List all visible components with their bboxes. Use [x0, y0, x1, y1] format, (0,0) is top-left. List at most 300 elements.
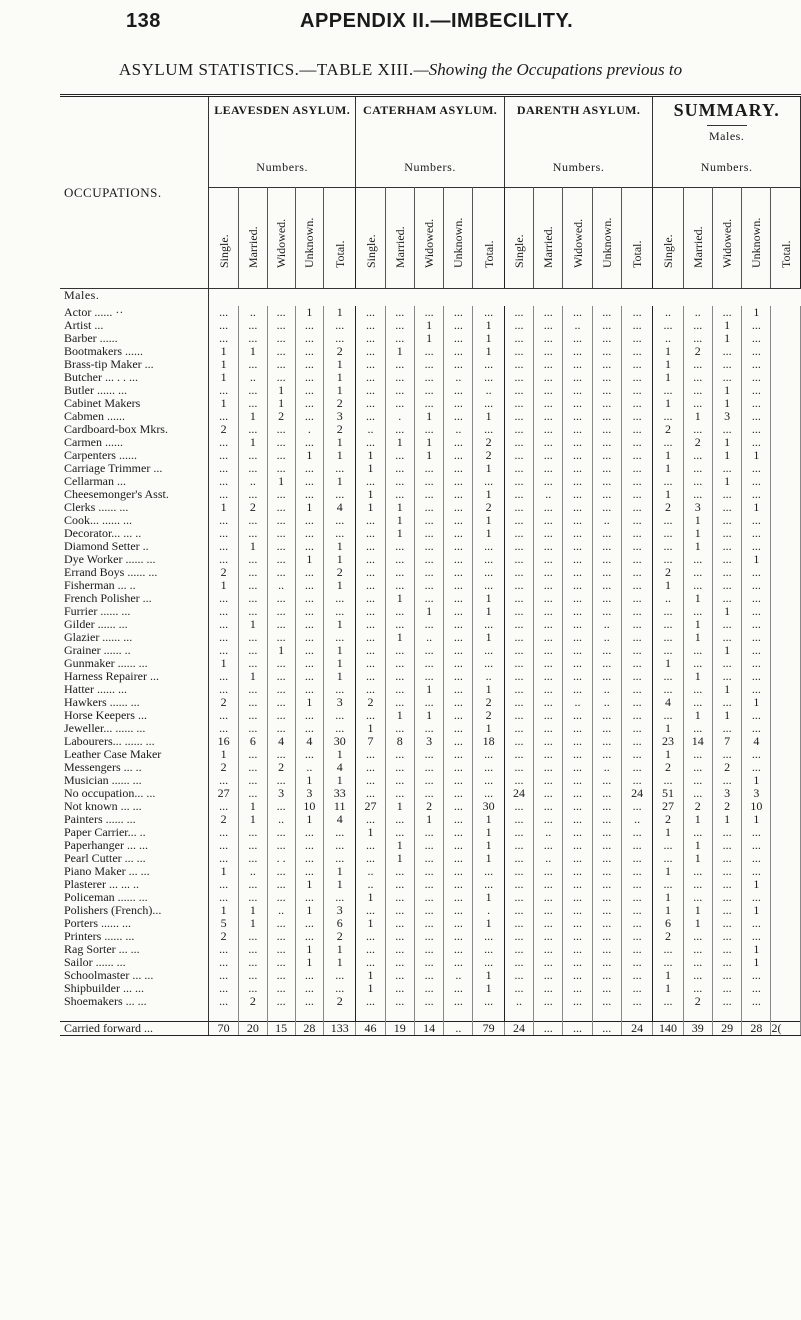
table-cell: ... [563, 306, 592, 319]
table-cell: ... [563, 618, 592, 631]
table-cell: 3 [295, 787, 323, 800]
table-cell: 5 [208, 917, 238, 930]
table-cell: 16 [208, 735, 238, 748]
section-label-males: Males. [60, 289, 208, 307]
table-cell: 14 [683, 735, 712, 748]
table-cell: 2 [208, 930, 238, 943]
table-cell: ... [504, 709, 533, 722]
table-cell: ... [356, 774, 385, 787]
table-cell: ... [712, 514, 741, 527]
table-cell: ... [208, 826, 238, 839]
table-cell: 1 [742, 813, 771, 826]
table-cell: ... [295, 540, 323, 553]
table-cell: 1 [208, 501, 238, 514]
column-header-summary-married [683, 188, 712, 289]
table-cell: ... [444, 592, 473, 605]
table-cell: ... [683, 826, 712, 839]
occupation-name: Shoemakers ... ... [60, 995, 208, 1008]
table-row [60, 514, 801, 527]
table-cell: ... [267, 371, 295, 384]
table-row [60, 475, 801, 488]
carried-forward-cell: 20 [239, 1022, 267, 1036]
occupation-name: Diamond Setter .. [60, 540, 208, 553]
table-cell: ... [267, 956, 295, 969]
table-cell: ... [534, 462, 563, 475]
table-cell [771, 813, 801, 826]
table-cell: ... [295, 397, 323, 410]
table-cell: ... [267, 319, 295, 332]
table-cell: ... [324, 527, 356, 540]
table-cell: ... [592, 826, 621, 839]
table-cell: ... [534, 527, 563, 540]
table-cell: ... [444, 566, 473, 579]
table-cell: 1 [295, 501, 323, 514]
table-cell: .. [267, 904, 295, 917]
table-cell: ... [356, 995, 385, 1008]
table-cell: ... [414, 488, 443, 501]
table-cell: ... [712, 852, 741, 865]
table-cell: ... [239, 683, 267, 696]
occupation-name: Carpenters ...... [60, 449, 208, 462]
table-cell: ... [742, 982, 771, 995]
column-header-caterham-single [356, 188, 385, 289]
table-cell: ... [356, 475, 385, 488]
table-cell: ... [712, 930, 741, 943]
table-cell: ... [267, 995, 295, 1008]
table-cell: ... [534, 709, 563, 722]
table-cell: 1 [473, 826, 504, 839]
table-cell: ... [563, 982, 592, 995]
table-cell: ... [504, 657, 533, 670]
table-cell: ... [295, 332, 323, 345]
table-cell: ... [534, 319, 563, 332]
table-cell: ... [208, 878, 238, 891]
table-cell: ... [653, 995, 683, 1008]
table-cell: 1 [653, 371, 683, 384]
table-cell: .. [592, 514, 621, 527]
table-cell: ... [504, 540, 533, 553]
table-cell: ... [653, 618, 683, 631]
table-cell: ... [356, 436, 385, 449]
table-cell: ... [385, 826, 414, 839]
table-cell [771, 384, 801, 397]
table-cell: ... [534, 436, 563, 449]
table-cell: ... [444, 865, 473, 878]
table-cell: ... [683, 943, 712, 956]
table-cell: ... [534, 800, 563, 813]
table-cell: ... [712, 488, 741, 501]
table-cell: ... [239, 358, 267, 371]
table-cell: ... [444, 618, 473, 631]
table-cell [771, 319, 801, 332]
table-cell: 1 [653, 657, 683, 670]
table-cell: ... [621, 332, 652, 345]
table-cell: 1 [473, 852, 504, 865]
table-cell: ... [385, 956, 414, 969]
table-cell: ... [414, 917, 443, 930]
table-cell: ... [385, 449, 414, 462]
table-cell: ... [592, 306, 621, 319]
table-cell: ... [444, 553, 473, 566]
table-cell: ... [712, 371, 741, 384]
table-cell: ... [239, 644, 267, 657]
table-cell: ... [295, 657, 323, 670]
table-cell: .. [653, 332, 683, 345]
table-cell [771, 631, 801, 644]
table-cell: ... [414, 995, 443, 1008]
table-row [60, 800, 801, 813]
table-cell: ... [385, 787, 414, 800]
table-cell: .. [356, 865, 385, 878]
table-cell: 1 [683, 592, 712, 605]
occupation-name: Leather Case Maker [60, 748, 208, 761]
table-cell: ... [504, 605, 533, 618]
table-cell: 1 [295, 774, 323, 787]
table-cell: ... [592, 605, 621, 618]
table-cell: ... [208, 488, 238, 501]
table-cell: ... [742, 644, 771, 657]
table-cell: ... [444, 735, 473, 748]
table-cell: ... [356, 904, 385, 917]
table-cell: ... [239, 826, 267, 839]
table-cell: 1 [324, 865, 356, 878]
table-cell: ... [592, 813, 621, 826]
table-cell: ... [295, 982, 323, 995]
table-cell: ... [444, 358, 473, 371]
numbers-header-leavesden: Numbers. [208, 147, 355, 188]
table-cell: ... [444, 306, 473, 319]
caption-subtitle: —Showing the Occupations previous to [413, 60, 683, 79]
table-cell [771, 800, 801, 813]
table-cell: 4 [742, 735, 771, 748]
table-cell: ... [592, 579, 621, 592]
table-cell: ... [208, 319, 238, 332]
table-cell: ... [712, 657, 741, 670]
table-cell: ... [324, 462, 356, 475]
table-cell: ... [712, 358, 741, 371]
table-cell [771, 709, 801, 722]
table-cell: 23 [653, 735, 683, 748]
table-cell: ... [592, 995, 621, 1008]
table-cell: ... [414, 397, 443, 410]
table-cell: ... [534, 371, 563, 384]
table-cell: ... [534, 787, 563, 800]
table-cell: 1 [324, 540, 356, 553]
table-cell: ... [712, 306, 741, 319]
table-cell: ... [742, 657, 771, 670]
table-cell: ... [385, 657, 414, 670]
table-cell: ... [653, 878, 683, 891]
table-cell: 1 [742, 774, 771, 787]
table-cell: 1 [473, 813, 504, 826]
table-cell: ... [504, 852, 533, 865]
table-cell: ... [504, 982, 533, 995]
table-cell: ... [239, 319, 267, 332]
table-cell: ... [267, 527, 295, 540]
column-header-label: Unknown. [451, 217, 466, 268]
table-cell: 2 [324, 423, 356, 436]
table-cell: 1 [356, 982, 385, 995]
table-cell: ... [563, 527, 592, 540]
table-cell: 1 [712, 813, 741, 826]
table-cell: 1 [295, 956, 323, 969]
occupation-name: Paper Carrier... .. [60, 826, 208, 839]
table-cell: ... [742, 852, 771, 865]
carried-forward-cell: 28 [295, 1022, 323, 1036]
table-cell: ... [444, 800, 473, 813]
table-cell: ... [592, 319, 621, 332]
table-cell: ... [473, 657, 504, 670]
table-cell: 1 [356, 488, 385, 501]
table-cell: ... [267, 462, 295, 475]
table-cell: 2 [712, 761, 741, 774]
table-cell: ... [592, 527, 621, 540]
table-cell: ... [295, 930, 323, 943]
occupation-name: Labourers... ...... ... [60, 735, 208, 748]
table-cell: ... [356, 813, 385, 826]
table-cell: 1 [712, 319, 741, 332]
table-cell: ... [653, 709, 683, 722]
table-cell: 1 [324, 553, 356, 566]
table-cell: 1 [385, 839, 414, 852]
table-cell: ... [712, 865, 741, 878]
occupation-name: Horse Keepers ... [60, 709, 208, 722]
table-cell: ... [621, 410, 652, 423]
table-cell: ... [295, 384, 323, 397]
table-cell: ... [295, 722, 323, 735]
table-cell: ... [385, 618, 414, 631]
table-cell: ... [683, 722, 712, 735]
table-cell: ... [683, 891, 712, 904]
table-cell: 2 [356, 696, 385, 709]
table-cell: 1 [385, 800, 414, 813]
table-cell: 2 [324, 930, 356, 943]
table-cell: ... [239, 527, 267, 540]
table-row [60, 579, 801, 592]
table-cell: ... [621, 891, 652, 904]
table-cell: ... [473, 995, 504, 1008]
table-cell: ... [356, 553, 385, 566]
table-cell [771, 865, 801, 878]
column-header-leavesden-married [239, 188, 267, 289]
table-cell: 1 [742, 943, 771, 956]
table-cell: ... [267, 618, 295, 631]
table-cell: 8 [385, 735, 414, 748]
table-cell: ... [239, 605, 267, 618]
table-cell: ... [534, 358, 563, 371]
table-cell: ... [356, 319, 385, 332]
column-header-label: Single. [511, 234, 526, 268]
table-cell: ... [592, 644, 621, 657]
column-header-caterham-widowed [414, 188, 443, 289]
table-cell: ... [592, 670, 621, 683]
occupation-name: Artist ... [60, 319, 208, 332]
table-cell: 3 [414, 735, 443, 748]
table-cell: 1 [267, 397, 295, 410]
table-cell: ... [473, 787, 504, 800]
table-cell: ... [295, 865, 323, 878]
table-cell: ... [621, 956, 652, 969]
table-cell: 2 [239, 995, 267, 1008]
carried-forward-cell: 24 [621, 1022, 652, 1036]
occupation-name: Cabinet Makers [60, 397, 208, 410]
table-cell: ... [267, 540, 295, 553]
table-cell: 1 [712, 332, 741, 345]
table-cell: ... [414, 865, 443, 878]
table-cell: ... [683, 423, 712, 436]
table-cell [771, 397, 801, 410]
table-cell: 6 [653, 917, 683, 930]
table-cell: ... [267, 826, 295, 839]
table-cell: ... [295, 592, 323, 605]
table-cell: ... [683, 475, 712, 488]
table-cell: 1 [473, 891, 504, 904]
table-cell: ... [592, 800, 621, 813]
table-cell: ... [592, 917, 621, 930]
table-cell: ... [239, 722, 267, 735]
table-cell: ... [239, 748, 267, 761]
table-cell: ... [534, 904, 563, 917]
table-cell [771, 930, 801, 943]
table-cell: ... [444, 449, 473, 462]
table-cell: 1 [653, 397, 683, 410]
table-row [60, 449, 801, 462]
carried-forward-cell: ... [563, 1022, 592, 1036]
table-cell: ... [267, 449, 295, 462]
column-header-darenth-unknown [592, 188, 621, 289]
table-cell: ... [592, 956, 621, 969]
table-cell: ... [621, 917, 652, 930]
table-cell: 1 [239, 345, 267, 358]
table-row [60, 436, 801, 449]
table-cell: ... [621, 475, 652, 488]
table-cell: ... [473, 774, 504, 787]
table-cell: .. [534, 826, 563, 839]
table-cell: ... [683, 787, 712, 800]
institution-header-caterham: CATERHAM ASYLUM. [356, 96, 504, 148]
table-cell: 1 [473, 839, 504, 852]
table-cell: ... [208, 774, 238, 787]
table-cell: ... [534, 501, 563, 514]
table-cell: ... [563, 995, 592, 1008]
table-cell: ... [563, 891, 592, 904]
table-cell: ... [712, 943, 741, 956]
table-cell: 1 [295, 306, 323, 319]
table-cell: ... [712, 618, 741, 631]
numbers-header-caterham: Numbers. [356, 147, 504, 188]
table-cell: ... [444, 657, 473, 670]
table-cell: ... [683, 488, 712, 501]
column-header-label: Married. [392, 226, 407, 268]
table-cell: ... [683, 371, 712, 384]
column-header-darenth-total [621, 188, 652, 289]
table-cell: 1 [295, 943, 323, 956]
table-row [60, 345, 801, 358]
column-header-label: Total. [332, 240, 347, 268]
table-cell: ... [504, 904, 533, 917]
table-cell: ... [414, 930, 443, 943]
table-cell: 1 [414, 410, 443, 423]
table-row [60, 878, 801, 891]
table-cell [771, 904, 801, 917]
table-cell: ... [356, 956, 385, 969]
table-cell: 2 [712, 800, 741, 813]
table-cell: ... [473, 644, 504, 657]
page-number: 138 [126, 10, 161, 32]
carried-forward-cell: 29 [712, 1022, 741, 1036]
table-row [60, 462, 801, 475]
table-cell: 1 [473, 982, 504, 995]
table-cell: ... [621, 488, 652, 501]
table-cell [771, 306, 801, 319]
table-cell: ... [414, 761, 443, 774]
table-cell: 10 [295, 800, 323, 813]
occupation-name: Musician ...... ... [60, 774, 208, 787]
table-cell: ... [534, 982, 563, 995]
table-cell: ... [621, 540, 652, 553]
table-cell: ... [742, 475, 771, 488]
table-cell: ... [621, 709, 652, 722]
table-cell: ... [504, 969, 533, 982]
table-cell: .. [504, 995, 533, 1008]
table-cell: ... [239, 696, 267, 709]
table-cell: ... [295, 527, 323, 540]
table-cell: ... [563, 761, 592, 774]
table-cell: ... [324, 852, 356, 865]
table-cell: 33 [324, 787, 356, 800]
table-cell: ... [267, 332, 295, 345]
table-cell: 1 [356, 917, 385, 930]
table-cell: ... [563, 410, 592, 423]
table-row [60, 917, 801, 930]
table-cell: ... [742, 605, 771, 618]
table-cell: ... [356, 605, 385, 618]
column-header-leavesden-widowed [267, 188, 295, 289]
table-cell: .. [444, 969, 473, 982]
table-cell: ... [356, 527, 385, 540]
table-cell: ... [444, 670, 473, 683]
table-cell: ... [444, 943, 473, 956]
table-cell: ... [742, 345, 771, 358]
table-cell [771, 462, 801, 475]
occupation-name: Not known ... ... [60, 800, 208, 813]
table-cell: ... [534, 644, 563, 657]
table-row [60, 696, 801, 709]
table-cell: 1 [683, 709, 712, 722]
table-cell: 1 [414, 436, 443, 449]
table-cell: ... [653, 514, 683, 527]
table-cell: ... [712, 839, 741, 852]
table-cell: .. [414, 631, 443, 644]
table-cell: 1 [473, 969, 504, 982]
table-cell: ... [621, 696, 652, 709]
table-cell: 1 [385, 709, 414, 722]
table-cell: ... [621, 579, 652, 592]
table-cell: ... [414, 345, 443, 358]
table-cell: ... [712, 774, 741, 787]
table-cell: ... [621, 852, 652, 865]
table-cell: ... [592, 748, 621, 761]
table-cell: ... [414, 592, 443, 605]
table-cell [771, 579, 801, 592]
table-cell: 4 [295, 735, 323, 748]
table-cell: ... [592, 787, 621, 800]
table-cell: ... [563, 787, 592, 800]
table-cell: 2 [653, 501, 683, 514]
table-cell: ... [239, 930, 267, 943]
table-cell: ... [324, 514, 356, 527]
table-cell: ... [683, 956, 712, 969]
